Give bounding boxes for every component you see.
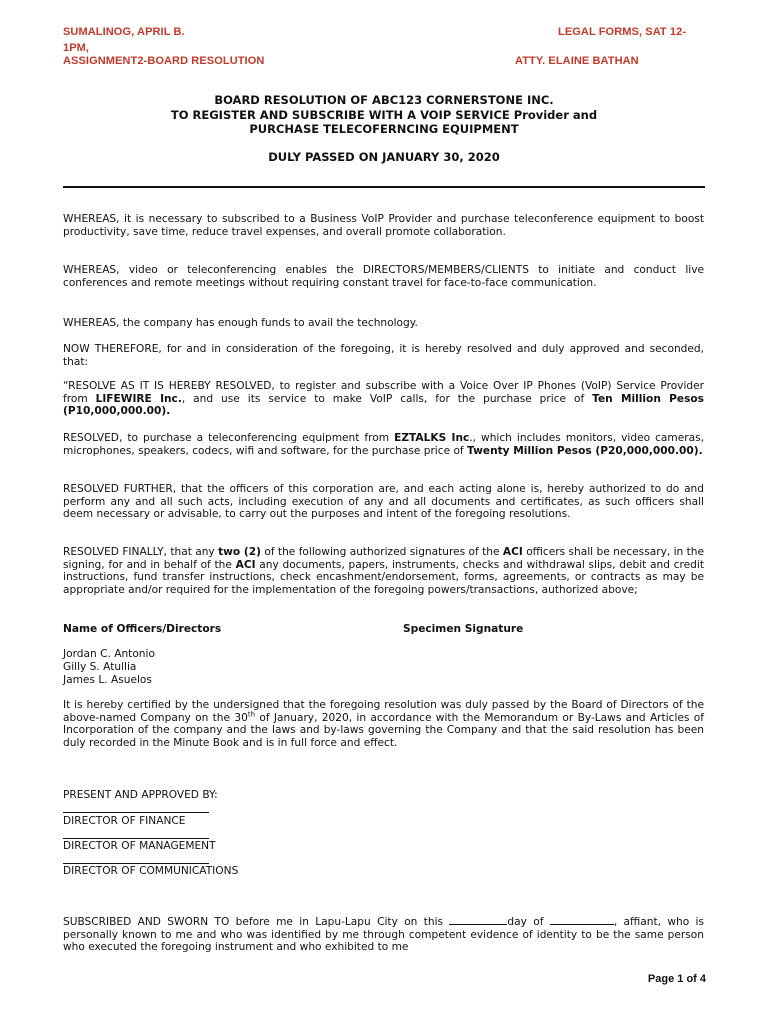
header-instructor: ATTY. ELAINE BATHAN	[515, 55, 639, 67]
month-blank	[550, 924, 614, 925]
date-blank	[449, 924, 507, 925]
title-divider	[63, 186, 705, 188]
price-voip: Ten Million Pesos (P10,000,000.00).	[63, 392, 704, 418]
document-title	[62, 93, 706, 137]
officer-name: James L. Asuelos	[63, 674, 152, 686]
officer-name: Gilly S. Atullia	[63, 661, 137, 673]
title-line-1: BOARD RESOLUTION OF ABC123 CORNERSTONE INC.	[214, 93, 554, 107]
page-number: Page 1 of 4	[647, 973, 706, 985]
price-equipment: Twenty Million Pesos (P20,000,000.00).	[467, 444, 703, 457]
resolved-finally: RESOLVED FINALLY, that any two (2) of the following authorized signatures of the ACI officers shall be necessary, in the signing, for and in behalf of the ACI any documents, papers, instruments, checks and withdrawal slips, debit and credit instructions, fund transfer instructions, check encashment/endorsement, forms, agreements, or contracts as may be appropriate and/or required for the implementation of the foregoing powers/transactions, authorized above;	[63, 546, 705, 597]
whereas-2: WHEREAS, video or teleconferencing enables the DIRECTORS/MEMBERS/CLIENTS to initiate and conduct live conferences and remote meetings without requiring constant travel for face-to-face communication.	[63, 264, 704, 289]
header-assignment: ASSIGNMENT2-BOARD RESOLUTION	[63, 55, 265, 67]
title-line-3: PURCHASE TELECOFERNCING EQUIPMENT	[249, 122, 519, 136]
director-title: DIRECTOR OF COMMUNICATIONS	[63, 865, 239, 877]
header-course: LEGAL FORMS, SAT 12-	[558, 26, 687, 38]
passed-date: DULY PASSED ON JANUARY 30, 2020	[268, 150, 500, 164]
director-title: DIRECTOR OF MANAGEMENT	[63, 840, 216, 852]
vendor-eztalks: EZTALKS Inc	[394, 432, 470, 444]
signature-line	[63, 838, 209, 839]
resolution-voip: “RESOLVE AS IT IS HEREBY RESOLVED, to register and subscribe with a Voice Over IP Phones (VoIP) Service Provider from LIFEWIRE Inc., and use its service to make VoIP calls, for the purchase price of Ten Million Pesos (P10,000,000.00).	[63, 380, 704, 418]
resolved-further: RESOLVED FURTHER, that the officers of this corporation are, and each acting alone is, hereby authorized to do and perform any and all such acts, including execution of any and all documents and certificates, as such officers shall deem necessary or advisable, to carry out the purposes and intent of the foregoing resolutions.	[63, 483, 704, 521]
director-title: DIRECTOR OF FINANCE	[63, 815, 186, 827]
header-author: SUMALINOG, APRIL B.	[63, 26, 185, 38]
title-line-2: TO REGISTER AND SUBSCRIBE WITH A VOIP SERVICE Provider and	[170, 107, 598, 122]
vendor-lifewire: LIFEWIRE Inc.	[95, 392, 182, 405]
header-time: 1PM,	[63, 42, 90, 54]
signature-column-header: Specimen Signature	[403, 623, 524, 635]
signature-line	[63, 863, 209, 864]
approval-heading: PRESENT AND APPROVED BY:	[63, 789, 218, 801]
whereas-3: WHEREAS, the company has enough funds to avail the technology.	[63, 317, 418, 329]
now-therefore: NOW THEREFORE, for and in consideration of the foregoing, it is hereby resolved and duly approved and seconded, that:	[63, 343, 704, 368]
officer-name: Jordan C. Antonio	[63, 648, 155, 660]
officers-column-header: Name of Officers/Directors	[63, 623, 222, 635]
jurat: SUBSCRIBED AND SWORN TO before me in Lapu-Lapu City on this day of , affiant, who is personally known to me and who was identified by me through competent evidence of identity to be the same person who executed the foregoing instrument and who exhibited to me	[63, 916, 704, 954]
resolution-equipment: RESOLVED, to purchase a teleconferencing equipment from EZTALKS Inc., which includes monitors, video cameras, microphones, speakers, codecs, wifi and software, for the purchase price of Twenty Million Pesos (P20,000,000.00).	[63, 432, 704, 457]
certification: It is hereby certified by the undersigned that the foregoing resolution was duly passed by the Board of Directors of the above-named Company on the 30th of January, 2020, in accordance with the Memorandum or By-Laws and Articles of Incorporation of the company and the laws and by-laws governing the Company and that the said resolution has been duly recorded in the Minute Book and is in full force and effect.	[63, 699, 704, 750]
signature-line	[63, 812, 209, 813]
whereas-1: WHEREAS, it is necessary to subscribed to a Business VoIP Provider and purchase teleconference equipment to boost productivity, save time, reduce travel expenses, and overall promote collaboration.	[63, 213, 704, 238]
